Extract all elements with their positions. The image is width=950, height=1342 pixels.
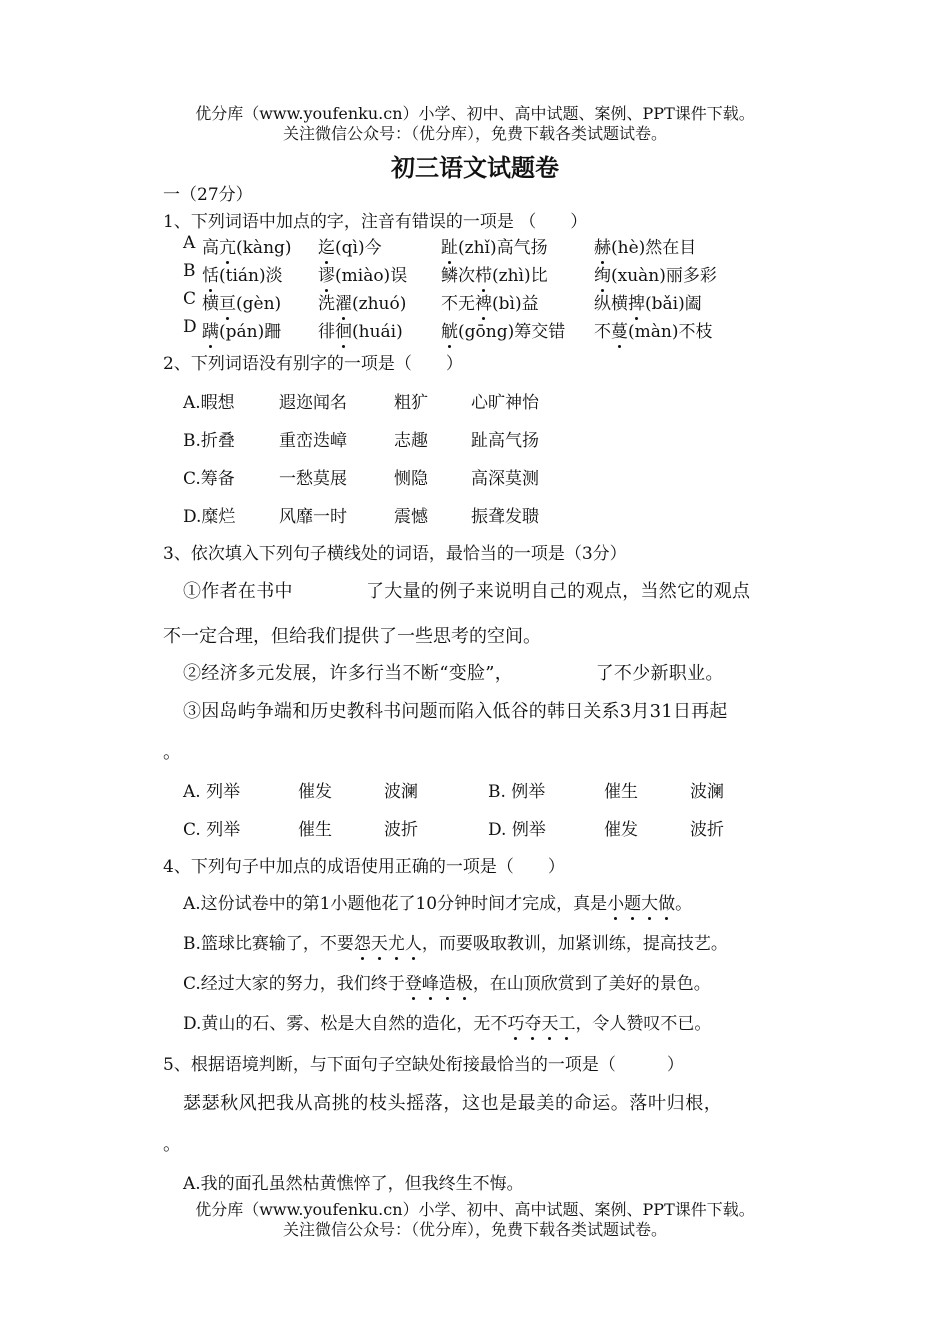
q4-a-idiom: 小题大做 — [607, 894, 675, 914]
q1-word-pinyin: (zhǐ)高气扬 — [458, 238, 548, 258]
q1-dotted-char: 赫 — [594, 233, 611, 258]
q1-dotted-char: 迄 — [318, 233, 335, 258]
q4-option-b — [183, 929, 728, 954]
q1-dotted-char: 裨 — [475, 289, 492, 314]
q3-sentence-1b: 不一定合理，但给我们提供了一些思考的空间。 — [163, 626, 541, 647]
q1-word — [594, 317, 712, 342]
q1-word-prefix: 鳞次 — [441, 266, 475, 286]
q1-word-pinyin: (bì)益 — [492, 294, 539, 314]
q1-word — [441, 289, 539, 314]
q3-option-cell: 催生 — [604, 782, 638, 802]
q1-word-pinyin: (gōng)筹交错 — [458, 322, 566, 342]
q3-option-cell: 波澜 — [384, 782, 418, 802]
q1-word — [594, 289, 702, 314]
q1-word — [594, 261, 717, 286]
q1-word — [202, 317, 281, 342]
q1-word — [441, 317, 565, 342]
q4-d-end: ，令人赞叹不已。 — [575, 1014, 712, 1034]
q2-option-cell: C.筹备 — [183, 469, 235, 489]
q2-option-cell: 趾高气扬 — [471, 431, 539, 451]
q2-option-cell: 志趣 — [394, 431, 428, 451]
q3-option-cell: D. 例举 — [488, 820, 546, 840]
q1-word-prefix: 高 — [202, 238, 219, 258]
q2-stem: 2、下列词语没有别字的一项是（ ） — [163, 354, 463, 374]
q4-a-text: A.这份试卷中的第1小题他花了10分钟时间才完成，真是 — [183, 894, 608, 914]
q3-option-cell: 催发 — [604, 820, 638, 840]
q1-word-pinyin: (tián)淡 — [219, 266, 283, 286]
q4-b-end: ，而要吸取教训，加紧训练，提高技艺。 — [421, 934, 728, 954]
q2-option-cell: 粗犷 — [394, 393, 428, 413]
q4-option-d — [183, 1009, 711, 1034]
footer-line-1: 优分库（www.youfenku.cn）小学、初中、高中试题、案例、PPT课件下载。 — [195, 1200, 755, 1219]
q3-option-cell: C. 列举 — [183, 820, 241, 840]
q1-dotted-char: 濯 — [335, 289, 352, 314]
q3-sentence-3a: ③因岛屿争端和历史教科书问题而陷入低谷的韩日关系3月31日再起 — [183, 701, 728, 722]
q1-option-letter: D — [183, 317, 197, 337]
q1-word-pinyin: (huái) — [352, 322, 403, 342]
header-line-2: 关注微信公众号：（优分库），免费下载各类试题试卷。 — [282, 124, 667, 143]
q4-option-c — [183, 969, 711, 994]
q1-word — [441, 233, 548, 258]
q1-dotted-char: 谬 — [318, 261, 335, 286]
q1-word-pinyin: (bǎi)阖 — [645, 294, 702, 314]
q4-b-text: B.篮球比赛输了，不要 — [183, 934, 354, 954]
q1-dotted-char: 绚 — [594, 261, 611, 286]
q1-stem: 1、下列词语中加点的字，注音有错误的一项是 （ ） — [163, 212, 588, 232]
q2-option-cell: 一愁莫展 — [279, 469, 347, 489]
q1-word — [202, 289, 281, 314]
q1-dotted-char: 觥 — [441, 317, 458, 342]
q4-c-text: C.经过大家的努力，我们终于 — [183, 974, 405, 994]
q2-option-cell: 恻隐 — [394, 469, 428, 489]
q1-word — [318, 289, 406, 314]
q2-option-cell: 重峦迭嶂 — [279, 431, 347, 451]
q5-passage: 瑟瑟秋风把我从高挑的枝头摇落，这也是最美的命运。落叶归根， — [183, 1093, 723, 1114]
q3-option-cell: 波澜 — [690, 782, 724, 802]
q1-word — [318, 317, 403, 342]
q1-word — [318, 261, 407, 286]
q1-dotted-char: 趾 — [441, 233, 458, 258]
page-title: 初三语文试题卷 — [391, 153, 559, 182]
q2-option-cell: 震憾 — [394, 507, 428, 527]
q1-word-pinyin: (gèn) — [236, 294, 282, 314]
q1-word-pinyin: (miào)误 — [335, 266, 408, 286]
q1-word-prefix: 纵横 — [594, 294, 628, 314]
q3-stem: 3、依次填入下列句子横线处的词语，最恰当的一项是（3分） — [163, 544, 627, 564]
q4-c-end: ，在山顶欣赏到了美好的景色。 — [472, 974, 711, 994]
q3-option-cell: 波折 — [690, 820, 724, 840]
q1-dotted-char: 亘 — [219, 289, 236, 314]
q2-option-cell: 振聋发聩 — [471, 507, 539, 527]
q3-option-cell: B. 例举 — [488, 782, 546, 802]
q1-word-prefix: 不无 — [441, 294, 475, 314]
q3-sentence-1a: ①作者在书中 了大量的例子来说明自己的观点，当然它的观点 — [183, 581, 751, 602]
q4-b-idiom: 怨天尤人 — [354, 934, 422, 954]
q1-word-prefix: 不 — [594, 322, 611, 342]
q1-option-letter: A — [183, 233, 196, 253]
q1-word-pinyin: (kàng) — [236, 238, 292, 258]
q2-option-cell: B.折叠 — [183, 431, 235, 451]
q1-dotted-char: 恬 — [202, 261, 219, 286]
q1-word-pinyin: (xuàn)丽多彩 — [611, 266, 717, 286]
q1-word-prefix: 徘 — [318, 322, 335, 342]
q5-passage-end: 。 — [163, 1134, 181, 1155]
q1-dotted-char: 栉 — [475, 261, 492, 286]
q4-d-idiom: 巧夺天工 — [507, 1014, 575, 1034]
q1-word — [202, 233, 292, 258]
q5-option-a: A.我的面孔虽然枯黄憔悴了，但我终生不悔。 — [183, 1174, 524, 1194]
q1-word-pinyin: (qì)今 — [335, 238, 382, 258]
q4-stem: 4、下列句子中加点的成语使用正确的一项是（ ） — [163, 857, 565, 877]
q3-option-cell: 催生 — [298, 820, 332, 840]
q2-option-cell: 心旷神怡 — [471, 393, 539, 413]
header-line-1: 优分库（www.youfenku.cn）小学、初中、高中试题、案例、PPT课件下载。 — [195, 104, 755, 123]
q1-word — [318, 233, 382, 258]
q1-word-prefix: 洗 — [318, 294, 335, 314]
q1-word — [594, 233, 696, 258]
q2-option-cell: D.糜烂 — [183, 507, 236, 527]
q2-option-cell: 高深莫测 — [471, 469, 539, 489]
q1-word-pinyin: (zhì)比 — [492, 266, 548, 286]
section-heading: 一（27分） — [163, 185, 253, 205]
q1-word-pinyin: (màn)不枝 — [628, 322, 713, 342]
q2-option-cell: 风靡一时 — [279, 507, 347, 527]
q1-dotted-char: 捭 — [628, 289, 645, 314]
q2-option-cell: 遐迩闻名 — [279, 393, 347, 413]
q1-word-pinyin: (zhuó) — [352, 294, 407, 314]
q4-option-a — [183, 889, 692, 914]
q4-d-text: D.黄山的石、雾、松是大自然的造化，无不 — [183, 1014, 508, 1034]
q3-option-cell: A. 列举 — [183, 782, 241, 802]
q2-option-cell: A.暇想 — [183, 393, 235, 413]
q1-word-prefix: 横 — [202, 294, 219, 314]
q1-word-pinyin: (hè)然在目 — [611, 238, 697, 258]
q1-word — [202, 261, 283, 286]
footer-line-2: 关注微信公众号：（优分库），免费下载各类试题试卷。 — [282, 1220, 667, 1239]
q3-sentence-2: ②经济多元发展，许多行当不断“变脸”， 了不少新职业。 — [183, 663, 724, 684]
q4-a-end: 。 — [675, 894, 693, 914]
q3-option-cell: 催发 — [298, 782, 332, 802]
q1-word — [441, 261, 548, 286]
q4-c-idiom: 登峰造极 — [405, 974, 473, 994]
q3-option-cell: 波折 — [384, 820, 418, 840]
q1-dotted-char: 蔓 — [611, 317, 628, 342]
q1-option-letter: B — [183, 261, 196, 281]
q1-dotted-char: 蹒 — [202, 317, 219, 342]
q1-word-pinyin: (pán)跚 — [219, 322, 282, 342]
q1-dotted-char: 徊 — [335, 317, 352, 342]
q3-sentence-3b: 。 — [163, 742, 181, 763]
q5-stem: 5、根据语境判断，与下面句子空缺处衔接最恰当的一项是（ ） — [163, 1055, 684, 1075]
q1-dotted-char: 亢 — [219, 233, 236, 258]
q1-option-letter: C — [183, 289, 197, 309]
